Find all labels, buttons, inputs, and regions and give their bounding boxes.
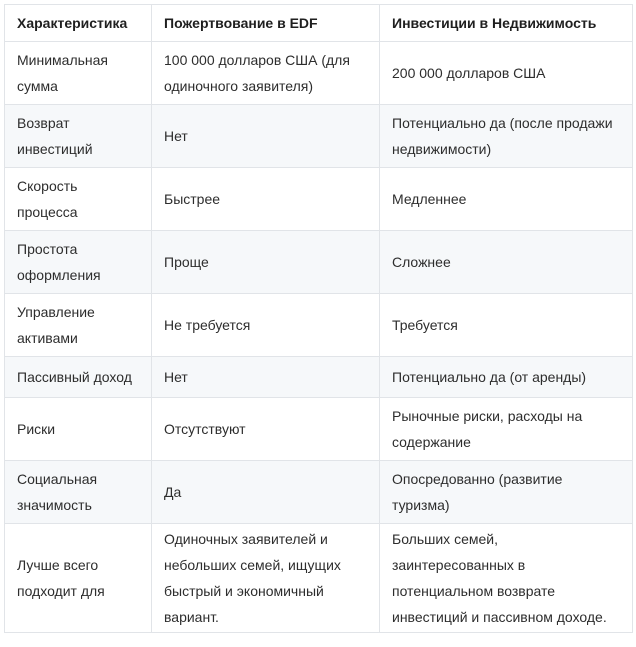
edf-value: Да — [152, 461, 380, 524]
table-row — [5, 231, 633, 294]
row-label: Социальная значимость — [5, 461, 152, 524]
table-row — [5, 42, 633, 105]
edf-value: 100 000 долларов США (для одиночного заявителя) — [152, 42, 380, 105]
table-header-row — [5, 5, 633, 42]
table-header — [5, 5, 633, 42]
real-estate-value: Потенциально да (после продажи недвижимости) — [380, 105, 633, 168]
real-estate-value: Рыночные риски, расходы на содержание — [380, 398, 633, 461]
table-row — [5, 168, 633, 231]
row-label: Пассивный доход — [5, 357, 152, 398]
header-real-estate: Инвестиции в Недвижимость — [380, 5, 633, 42]
row-label: Риски — [5, 398, 152, 461]
table-row — [5, 524, 633, 633]
real-estate-value: Требуется — [380, 294, 633, 357]
real-estate-value: Медленнее — [380, 168, 633, 231]
edf-value: Нет — [152, 105, 380, 168]
real-estate-value: Сложнее — [380, 231, 633, 294]
table-row — [5, 398, 633, 461]
real-estate-value: Опосредованно (развитие туризма) — [380, 461, 633, 524]
edf-value: Быстрее — [152, 168, 380, 231]
table-row — [5, 357, 633, 398]
edf-value: Нет — [152, 357, 380, 398]
row-label: Возврат инвестиций — [5, 105, 152, 168]
edf-value: Отсутствуют — [152, 398, 380, 461]
header-edf-donation: Пожертвование в EDF — [152, 5, 380, 42]
edf-value: Проще — [152, 231, 380, 294]
comparison-table-container — [4, 4, 632, 633]
table-row — [5, 105, 633, 168]
real-estate-value: 200 000 долларов США — [380, 42, 633, 105]
header-characteristic: Характеристика — [5, 5, 152, 42]
comparison-table — [4, 4, 633, 633]
row-label: Лучше всего подходит для — [5, 524, 152, 633]
real-estate-value: Больших семей, заинтересованных в потенциальном возврате инвестиций и пассивном доходе. — [380, 524, 633, 633]
row-label: Управление активами — [5, 294, 152, 357]
real-estate-value: Потенциально да (от аренды) — [380, 357, 633, 398]
table-row — [5, 294, 633, 357]
row-label: Минимальная сумма — [5, 42, 152, 105]
edf-value: Одиночных заявителей и небольших семей, ищущих быстрый и экономичный вариант. — [152, 524, 380, 633]
table-row — [5, 461, 633, 524]
edf-value: Не требуется — [152, 294, 380, 357]
row-label: Скорость процесса — [5, 168, 152, 231]
table-body — [5, 42, 633, 633]
row-label: Простота оформления — [5, 231, 152, 294]
